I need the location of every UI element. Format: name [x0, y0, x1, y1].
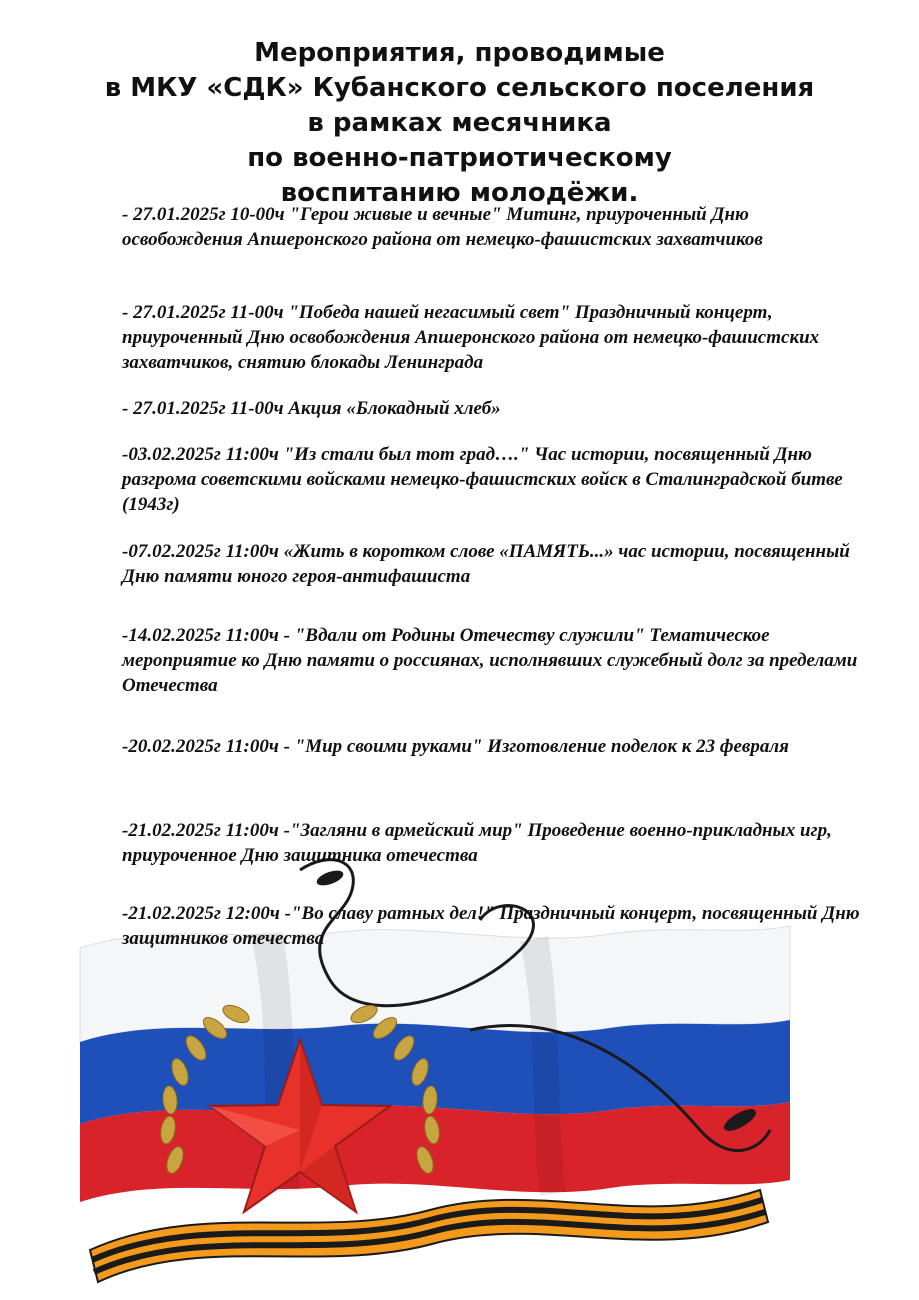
event-item-9: -21.02.2025г 12:00ч -"Во славу ратных дел!" Праздничный концерт, посвященный Дню защитников отечества — [122, 903, 860, 949]
event-item-3: - 27.01.2025г 11-00ч Акция «Блокадный хлеб» — [122, 398, 501, 419]
document-title — [60, 36, 859, 211]
event-item-5: -07.02.2025г 11:00ч «Жить в коротком слове «ПАМЯТЬ...» час истории, посвященный Дню памяти юного героя-антифашиста — [122, 541, 850, 587]
title-line-5: воспитанию молодёжи. — [280, 178, 639, 208]
event-item-2: - 27.01.2025г 11-00ч "Победа нашей негасимый свет" Праздничный концерт, приуроченный Дню освобождения Апшеронского района от немецко-фашистских захватчиков, снятию блокады Ленинграда — [122, 302, 820, 373]
title-line-4: по военно-патриотическому — [247, 143, 672, 173]
title-line-2: в МКУ «СДК» Кубанского сельского поселения — [104, 73, 815, 103]
flag-red-band — [80, 1102, 790, 1202]
leaf-ornament — [315, 868, 345, 889]
event-item-6: -14.02.2025г 11:00ч - "Вдали от Родины Отечеству служили" Тематическое мероприятие ко Дню памяти о россиянах, исполнявших служебный долг за пределами Отечества — [122, 625, 858, 696]
title-line-3: в рамках месячника — [307, 108, 612, 138]
event-item-7: -20.02.2025г 11:00ч - "Мир своими руками" Изготовление поделок к 23 февраля — [122, 736, 789, 757]
event-item-8: -21.02.2025г 11:00ч -"Загляни в армейский мир" Проведение военно-прикладных игр, приуроченное Дню защитника отечества — [122, 820, 832, 866]
title-line-1: Мероприятия, проводимые — [254, 38, 665, 68]
event-item-1: - 27.01.2025г 10-00ч "Герои живые и вечные" Митинг, приуроченный Дню освобождения Апшеронского района от немецко-фашистских захватчиков — [122, 204, 763, 250]
event-item-4: -03.02.2025г 11:00ч "Из стали был тот град…." Час истории, посвященный Дню разгрома советскими войсками немецко-фашистских войск в Сталинградской битве (1943г) — [122, 444, 843, 515]
